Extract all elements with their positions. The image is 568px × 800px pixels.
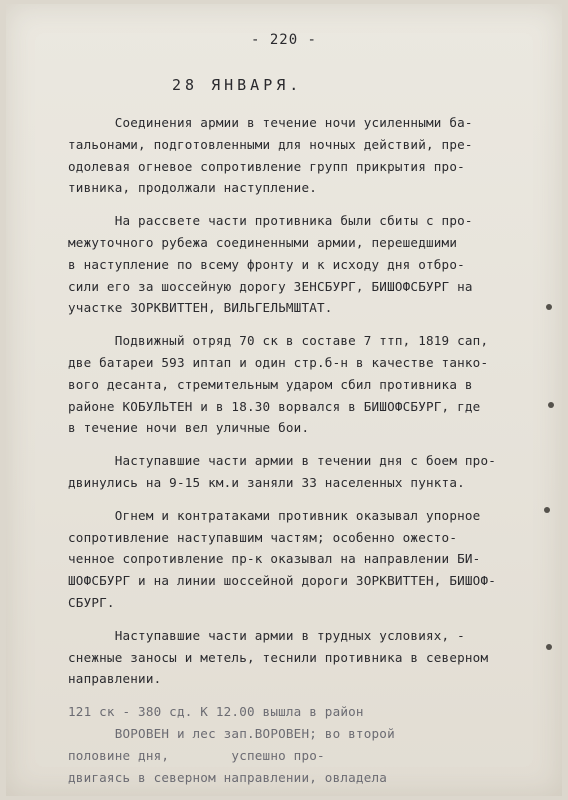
text-line: ШОФСБУРГ и на линии шоссейной дороги ЗОРКВИТТЕН, БИШОФ-	[68, 573, 497, 589]
text-line: вого десанта, стремительным ударом сбил противника в	[68, 376, 473, 392]
text-line: Огнем и контратаками противник оказывал упорное	[68, 507, 481, 523]
text-line: Наступавшие части армии в трудных условиях, -	[68, 627, 465, 643]
text-line: сили его за шоссейную дорогу ЗЕНСБУРГ, БИШОФСБУРГ на	[68, 278, 473, 294]
binding-hole-mark	[548, 402, 554, 408]
text-line: ченное сопротивление пр-к оказывал на направлении БИ-	[68, 551, 481, 567]
text-line: районе КОБУЛЬТЕН и в 18.30 ворвался в БИШОФСБУРГ, где	[68, 398, 481, 414]
text-line: Соединения армии в течение ночи усиленными ба-	[68, 115, 473, 130]
text-line: в наступление по всему фронту и к исходу дня отбро-	[68, 256, 465, 272]
date-heading: 28 ЯНВАРЯ.	[172, 76, 303, 94]
report-body	[68, 112, 508, 799]
text-line: 121 ск - 380 сд. К 12.00 вышла в район	[68, 704, 364, 720]
text-line: ВОРОВЕН и лес зап.ВОРОВЕН; во второй	[68, 725, 395, 741]
binding-hole-mark	[546, 304, 552, 310]
text-line: Наступавшие части армии в течении дня с боем про-	[68, 453, 497, 469]
page-number: - 220 -	[250, 32, 317, 48]
binding-hole-mark	[546, 644, 552, 650]
text-line: Подвижный отряд 70 ск в составе 7 ттп, 1819 сап,	[68, 333, 489, 349]
paragraph-5	[68, 505, 508, 614]
text-line: тальонами, подготовленными для ночных действий, пре-	[68, 136, 473, 152]
paragraph-2	[68, 210, 508, 319]
text-line: одолевая огневое сопротивление групп прикрытия про-	[68, 158, 465, 174]
paragraph-1	[68, 112, 508, 199]
text-line: снежные заносы и метель, теснили противника в северном	[68, 649, 489, 665]
text-line: две батареи 593 иптап и один стр.б-н в качестве танко-	[68, 354, 489, 370]
text-line: половине дня, успешно про-	[68, 747, 325, 763]
text-line: межуточного рубежа соединенными армии, перешедшими	[68, 234, 458, 250]
paragraph-6	[68, 625, 508, 690]
text-line: тивника, продолжали наступление.	[68, 180, 318, 196]
text-line: двинулись на 9-15 км.и заняли 33 населенных пункта.	[68, 474, 465, 490]
paragraph-4	[68, 450, 508, 494]
binding-hole-mark	[544, 507, 550, 513]
text-line: На рассвете части противника были сбиты с про-	[68, 213, 473, 229]
text-line: направлении.	[68, 671, 162, 687]
text-line: двигаясь в северном направлении, овладела	[68, 769, 388, 785]
text-line: сопротивление наступавшим частям; особенно ожесто-	[68, 529, 458, 545]
text-line: в течение ночи вел уличные бои.	[68, 420, 310, 436]
paragraph-3	[68, 330, 508, 439]
text-line: участке ЗОРКВИТТЕН, ВИЛЬГЕЛЬМШТАТ.	[68, 300, 333, 316]
document-page	[6, 4, 562, 796]
text-line: СБУРГ.	[68, 594, 115, 610]
paragraph-7	[68, 701, 508, 788]
